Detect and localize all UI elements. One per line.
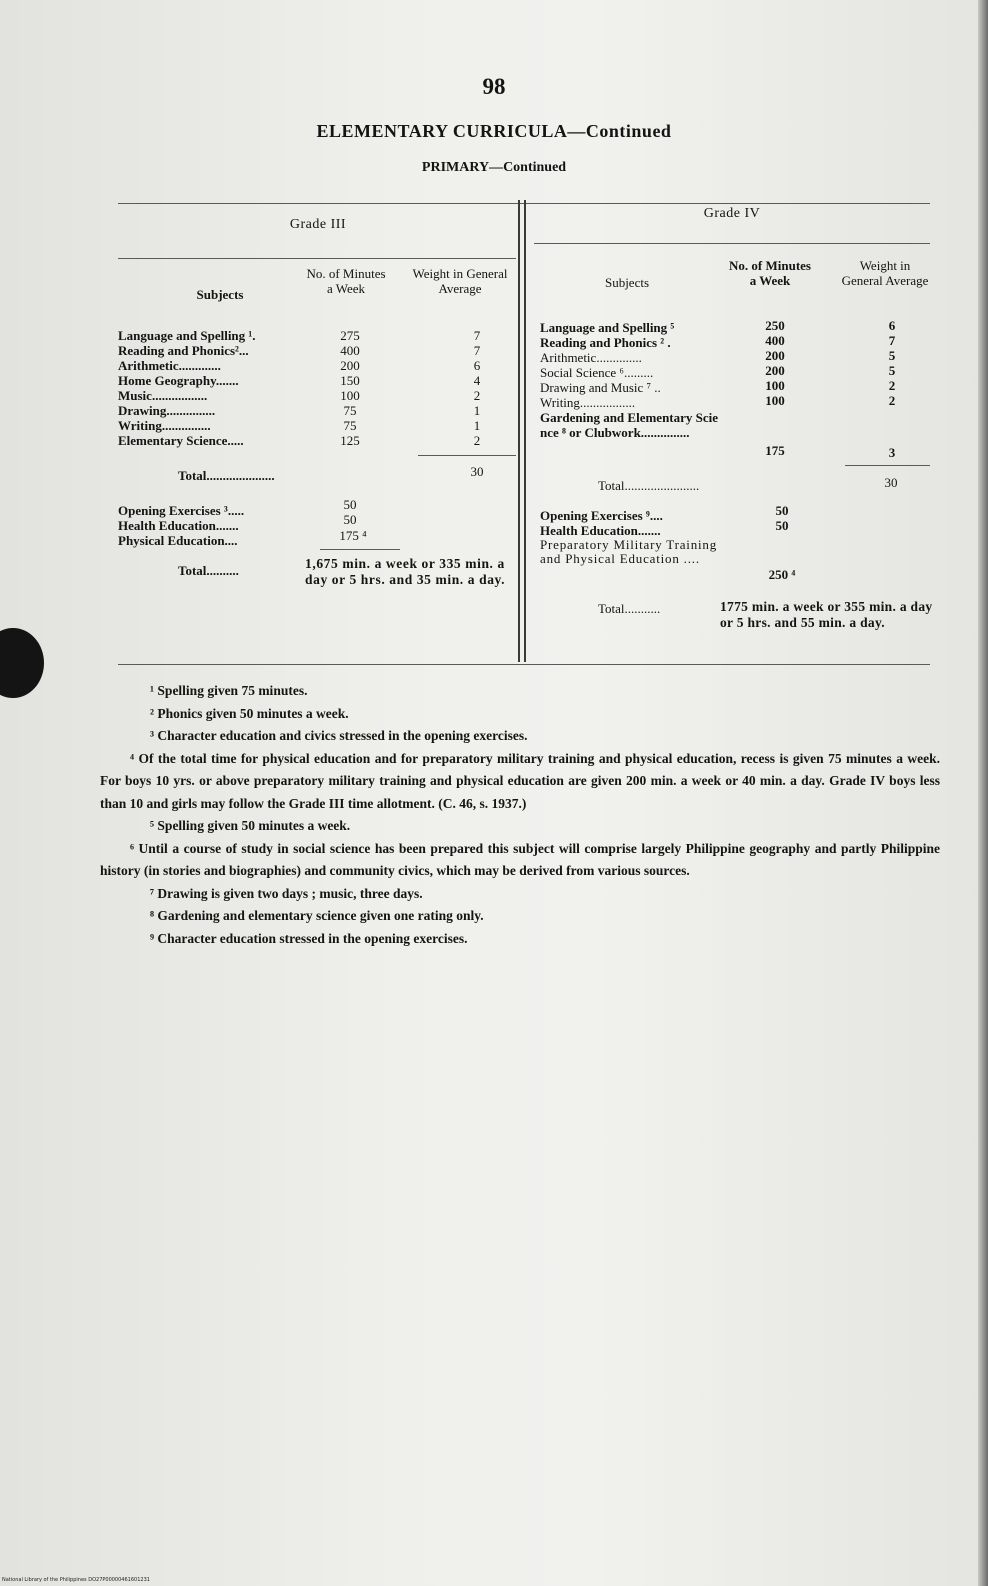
grade3-subject-minutes: 275 — [340, 328, 360, 343]
grade4-extra-name: Preparatory Military Training and Physical Education .... — [540, 537, 718, 566]
footnote: ⁸ Gardening and elementary science given one rating only. — [150, 908, 484, 923]
grade3-total-weight: 30 — [470, 464, 484, 479]
grade4-extra-minutes: 50 — [775, 503, 789, 518]
grade3-subject-weight: 1 — [473, 418, 481, 433]
grade4-header-rule — [534, 243, 930, 244]
grade3-subject-name: Language and Spelling ¹. — [118, 328, 256, 343]
grade3-subject-name: Reading and Phonics²... — [118, 343, 249, 358]
grade4-subject-name: Gardening and Elementary Science ⁸ or Clubwork............... — [540, 410, 719, 440]
grade4-extra-minutes: 250 ⁴ — [768, 567, 796, 582]
grade3-subject-minutes: 125 — [340, 433, 360, 448]
grade3-subject-minutes: 150 — [340, 373, 360, 388]
grade3-subject-name: Music................. — [118, 388, 208, 403]
grade4-subject-minutes: 400 — [765, 333, 785, 348]
grade4-subject-weight: 2 — [888, 393, 896, 408]
grade3-grand-sum-rule — [320, 549, 400, 550]
grade4-subject-minutes: 200 — [765, 363, 785, 378]
grade4-subject-weight: 2 — [888, 378, 896, 393]
grade3-subject-weight: 2 — [473, 388, 481, 403]
scan-footer: National Library of the Philippines DO27P00000461601231 — [2, 1577, 150, 1583]
grade3-col-weight: Weight in General Average — [412, 266, 508, 296]
footnote: ⁴ Of the total time for physical education and for preparatory military training and physical education, recess is given 75 minutes a week. For boys 10 yrs. or above preparatory military training and physical education are given 200 min. a week or 40 min. a day. Grade IV boys less than 10 and girls may follow the Grade III time allotment. (C. 46, s. 1937.) — [100, 750, 940, 811]
footnote: ¹ Spelling given 75 minutes. — [150, 683, 308, 698]
grade3-extra-minutes: 50 — [343, 497, 357, 512]
grade4-subject-minutes: 250 — [765, 318, 785, 333]
grade4-subject-minutes: 100 — [765, 378, 785, 393]
grade4-col-subjects: Subjects — [604, 275, 650, 290]
grade3-subject-weight: 7 — [473, 328, 481, 343]
grade3-subject-name: Arithmetic............. — [118, 358, 221, 373]
footnote: ⁶ Until a course of study in social science has been prepared this subject will comprise largely Philippine geography and partly Philippine history (in stories and biographies) and community civics, which may be derived from various sources. — [100, 840, 940, 878]
binding-blot — [0, 628, 44, 698]
grade4-col-weight: Weight in General Average — [841, 258, 929, 288]
grade3-subject-minutes: 200 — [340, 358, 360, 373]
grade3-subject-name: Writing............... — [118, 418, 211, 433]
grade4-subject-minutes: 200 — [765, 348, 785, 363]
grade4-total-label: Total....................... — [598, 478, 700, 493]
table-center-divider-b — [524, 200, 526, 662]
footnote: ⁹ Character education stressed in the opening exercises. — [150, 930, 468, 946]
page-subtitle: PRIMARY—Continued — [421, 160, 567, 175]
grade3-total-label: Total..................... — [178, 468, 275, 483]
page-title: ELEMENTARY CURRICULA—Continued — [316, 121, 672, 141]
footnotes — [100, 680, 940, 950]
grade4-subject-name: Language and Spelling ⁵ — [540, 320, 675, 335]
grade4-grand-total-text: 1775 min. a week or 355 min. a day or 5 hrs. and 55 min. a day. — [720, 599, 933, 630]
grade3-extra-name: Physical Education.... — [118, 533, 238, 548]
grade3-subject-minutes: 75 — [343, 418, 357, 433]
table-center-divider-a — [518, 200, 520, 662]
grade4-grand-total-label: Total........... — [598, 601, 661, 616]
grade4-subject-weight: 5 — [888, 363, 896, 378]
page-number: 98 — [482, 74, 506, 99]
grade4-subject-minutes: 100 — [765, 393, 785, 408]
grade3-heading: Grade III — [289, 217, 347, 232]
grade4-subject-name: Arithmetic.............. — [540, 350, 642, 365]
grade3-subject-weight: 6 — [473, 358, 481, 373]
grade3-subject-minutes: 75 — [343, 403, 357, 418]
footnote: ² Phonics given 50 minutes a week. — [150, 705, 349, 721]
grade3-col-minutes: No. of Minutes a Week — [306, 266, 386, 296]
grade4-subject-name: Drawing and Music ⁷ .. — [540, 380, 661, 395]
grade4-subject-name: Social Science ⁶......... — [540, 365, 654, 380]
grade4-extra-name: Health Education....... — [540, 523, 661, 538]
grade3-extra-name: Health Education....... — [118, 518, 239, 533]
grade3-subject-weight: 7 — [473, 343, 481, 358]
grade3-subject-minutes: 100 — [340, 388, 360, 403]
grade3-subject-weight: 1 — [473, 403, 481, 418]
grade4-heading: Grade IV — [703, 206, 761, 221]
footnote: ³ Character education and civics stressed in the opening exercises. — [150, 728, 528, 743]
grade3-extra-minutes: 175 ⁴ — [339, 528, 367, 543]
grade4-subject-weight: 7 — [888, 333, 896, 348]
grade3-grand-total-label: Total.......... — [178, 563, 239, 578]
grade3-extra-name: Opening Exercises ³..... — [118, 503, 245, 518]
grade3-grand-total-text: 1,675 min. a week or 335 min. a day or 5 hrs. and 35 min. a day. — [305, 556, 506, 587]
grade4-extra-minutes: 50 — [775, 518, 789, 533]
grade3-header-rule — [118, 258, 516, 259]
grade3-subject-minutes: 400 — [340, 343, 360, 358]
footnote: ⁷ Drawing is given two days ; music, three days. — [150, 885, 423, 901]
grade4-subject-weight: 3 — [888, 445, 896, 460]
grade4-subject-minutes: 175 — [765, 443, 785, 458]
grade3-subject-name: Elementary Science..... — [118, 433, 244, 448]
grade4-subject-name: Reading and Phonics ² . — [540, 335, 671, 350]
grade4-col-minutes: No. of Minutes a Week — [729, 258, 811, 288]
grade3-subject-name: Home Geography....... — [118, 373, 239, 388]
grade4-subject-weight: 5 — [888, 348, 896, 363]
grade3-sum-rule — [418, 455, 516, 456]
grade4-sum-rule — [845, 465, 930, 466]
grade3-extra-minutes: 50 — [343, 512, 357, 527]
grade4-extra-name: Opening Exercises ⁹.... — [540, 508, 663, 523]
grade3-subject-name: Drawing............... — [118, 403, 216, 418]
grade3-subject-weight: 4 — [473, 373, 481, 388]
table-bottom-rule — [118, 664, 930, 665]
page-edge-shadow — [978, 0, 988, 1586]
grade3-subject-weight: 2 — [473, 433, 481, 448]
grade4-total-weight: 30 — [884, 475, 898, 490]
footnote: ⁵ Spelling given 50 minutes a week. — [150, 818, 351, 833]
grade4-subject-weight: 6 — [888, 318, 896, 333]
grade3-col-subjects: Subjects — [196, 287, 244, 302]
grade4-subject-name: Writing................. — [540, 395, 636, 410]
